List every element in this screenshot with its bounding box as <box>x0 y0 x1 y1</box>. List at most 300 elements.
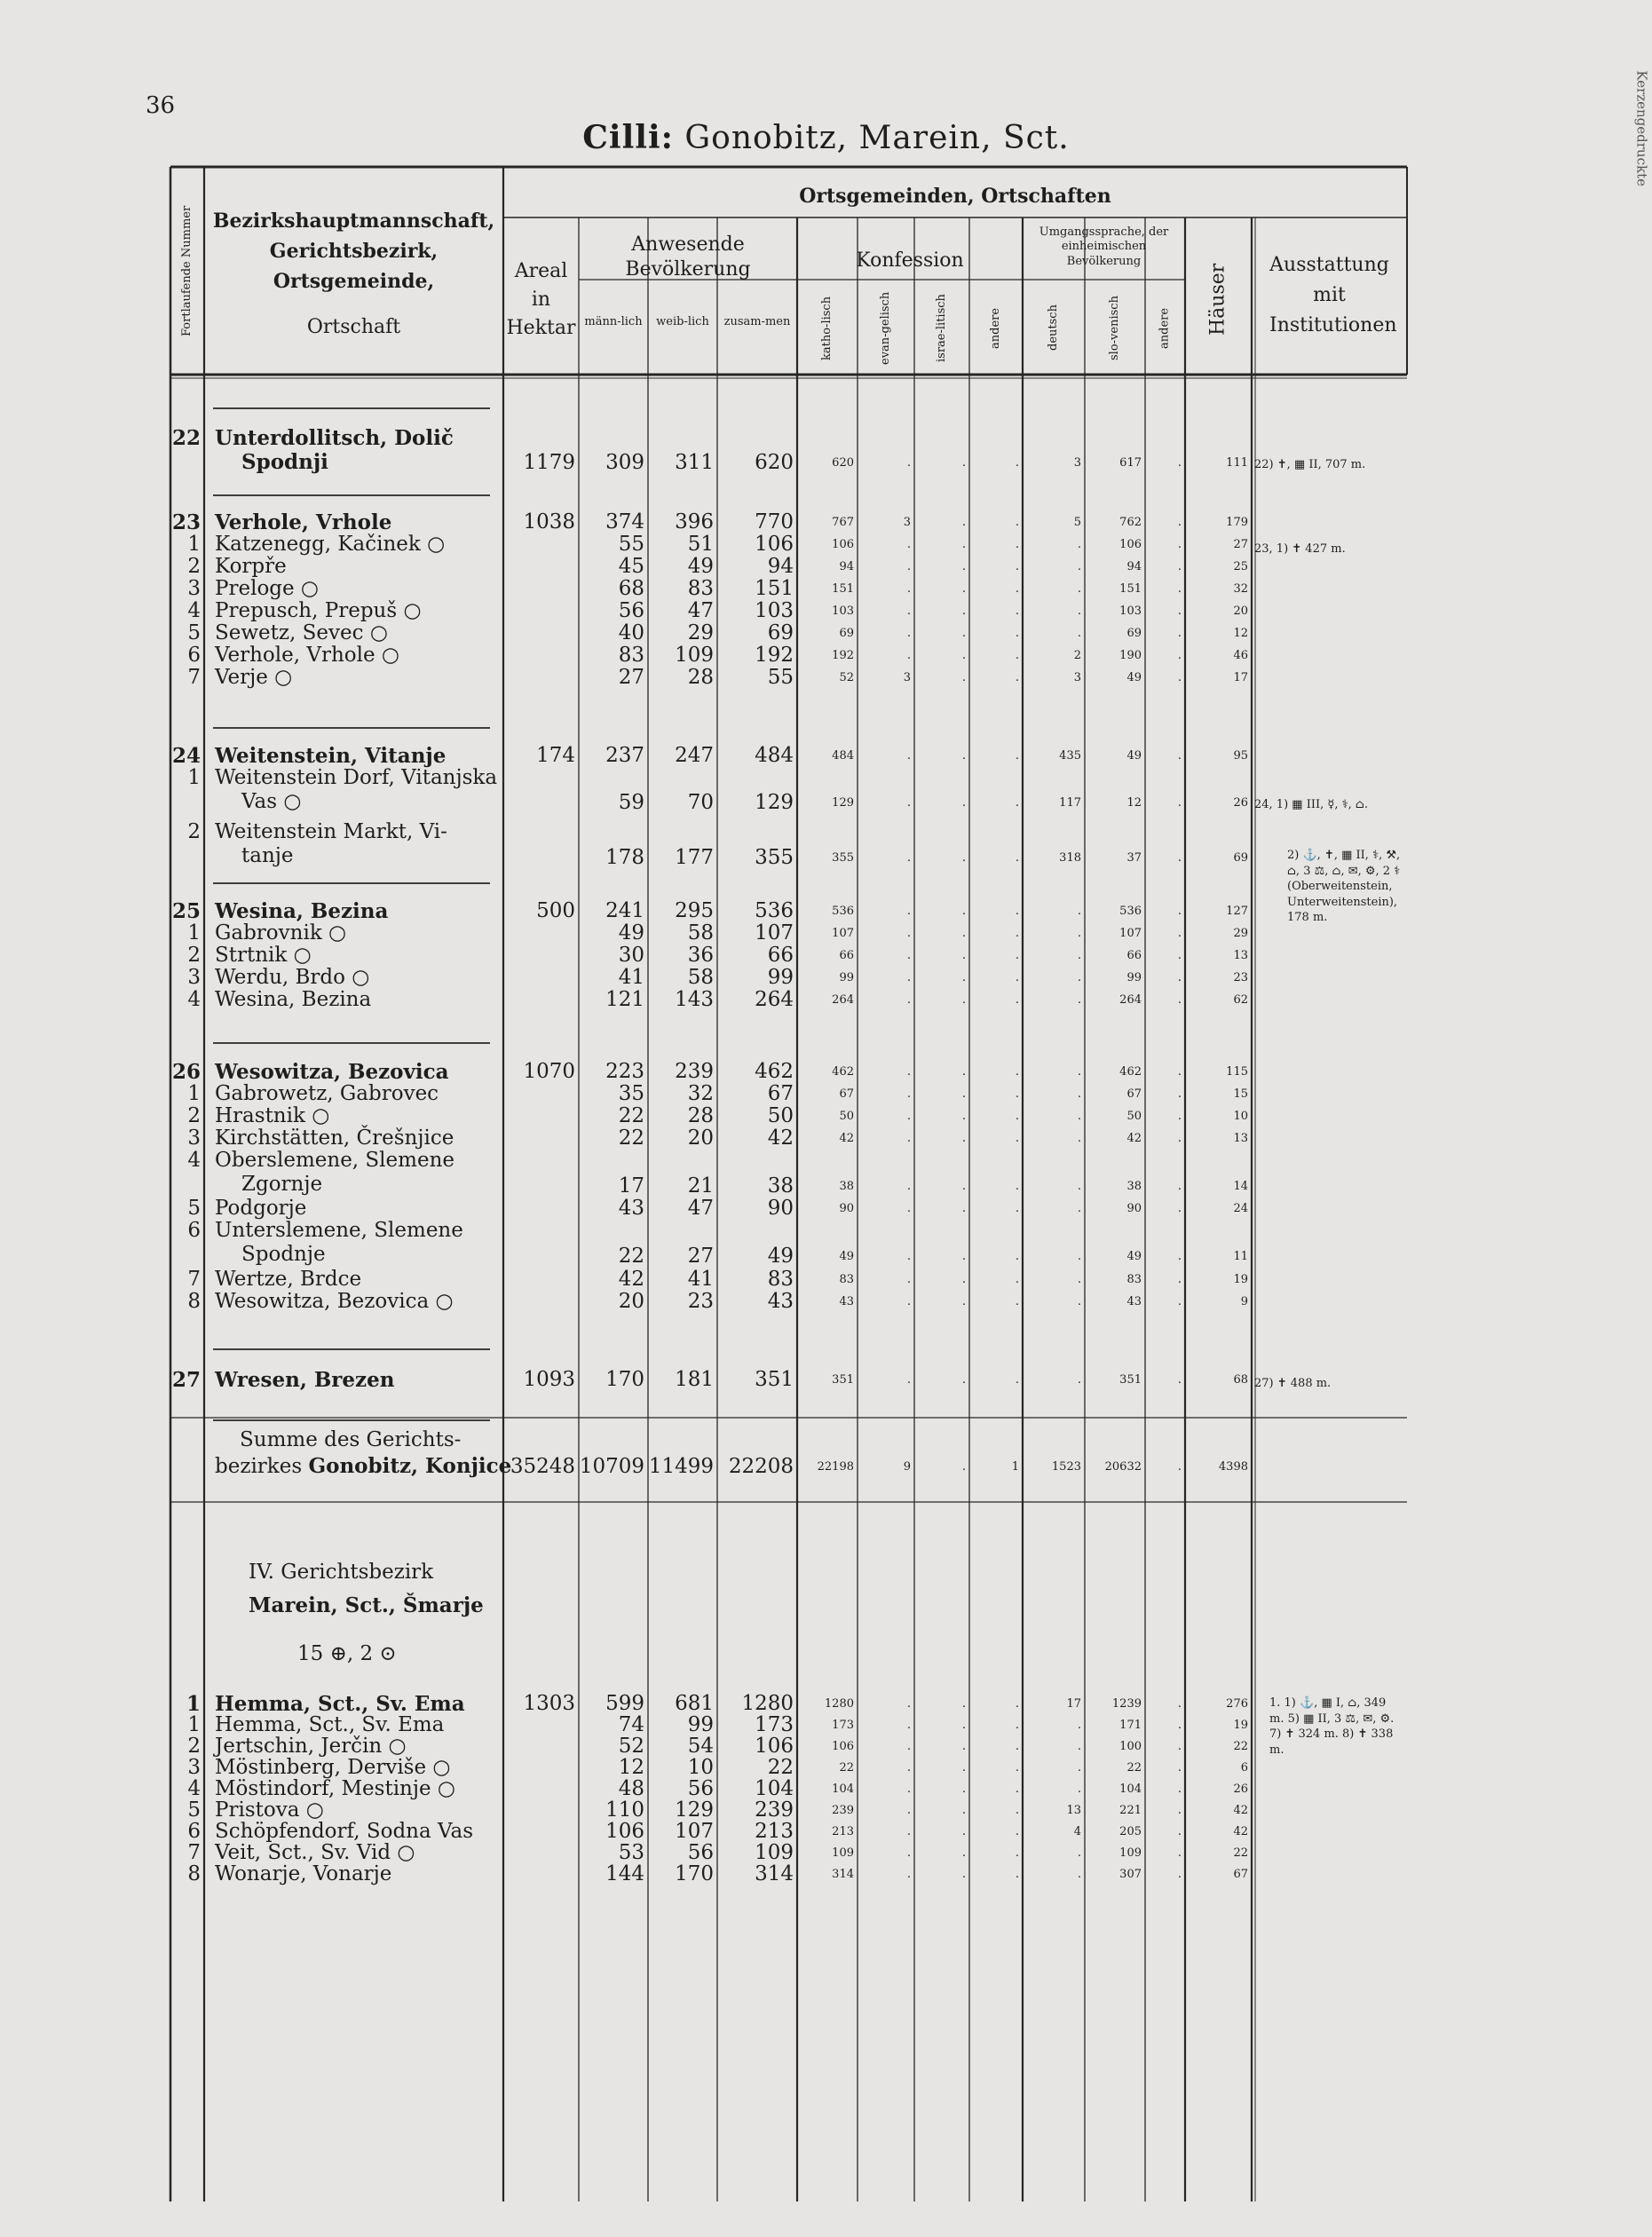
cell-total: 90 <box>767 1197 794 1220</box>
row-number: 25 <box>171 899 201 923</box>
row-number: 6 <box>187 1219 201 1242</box>
row-number: 5 <box>187 1197 201 1220</box>
cell-catholic: 129 <box>832 796 854 810</box>
cell-male: 41 <box>618 966 644 989</box>
cell-protestant: 3 <box>903 671 911 684</box>
cell-total: 484 <box>755 744 794 767</box>
cell-female: 49 <box>687 555 714 578</box>
cell-german: . <box>1077 1740 1081 1753</box>
cell-israelite: . <box>961 1132 966 1145</box>
cell-total: 106 <box>755 1735 794 1758</box>
cell-german: . <box>1077 1087 1081 1101</box>
cell-catholic: 42 <box>839 1132 854 1145</box>
row-number: 22 <box>171 426 201 450</box>
cell-female: 36 <box>687 944 714 967</box>
cell-male: 241 <box>605 899 644 922</box>
locality-name: Jertschin, Jerčin ○ <box>215 1735 407 1758</box>
cell-houses: 69 <box>1233 851 1248 865</box>
cell-catholic: 49 <box>839 1250 854 1263</box>
cell-slovene: 307 <box>1119 1868 1142 1881</box>
locality-name-cont: Spodnje <box>241 1243 326 1266</box>
page-number: 36 <box>146 92 176 119</box>
locality-name: Wesowitza, Bezovica ○ <box>215 1290 454 1313</box>
cell-total: 42 <box>767 1126 794 1150</box>
cell-german: . <box>1077 1846 1081 1860</box>
locality-name: Strtnik ○ <box>215 944 312 967</box>
cell-total: 151 <box>755 577 794 600</box>
row-number: 5 <box>187 1798 201 1822</box>
cell-houses: 19 <box>1233 1719 1248 1732</box>
header-district: Bezirkshauptmannschaft, Gerichtsbezirk, Ortsgemeinde, <box>212 209 495 294</box>
cell-slovene: 49 <box>1126 749 1142 763</box>
cell-other-lang: . <box>1177 1273 1182 1286</box>
cell-protestant: . <box>906 1740 911 1753</box>
cell-areal: 1093 <box>523 1368 575 1391</box>
cell-other-lang: . <box>1177 538 1182 551</box>
cell-protestant: . <box>906 1373 911 1387</box>
cell-german: . <box>1077 605 1081 618</box>
cell-german: . <box>1077 1373 1081 1387</box>
cell-catholic: 536 <box>832 905 854 918</box>
header-locality: Ortschaft <box>306 316 401 338</box>
sum-slovene: 20632 <box>1104 1460 1142 1474</box>
header-male: männ-lich <box>584 315 643 328</box>
cell-israelite: . <box>961 1087 966 1101</box>
row-number: 2 <box>187 555 201 578</box>
cell-catholic: 351 <box>832 1373 854 1387</box>
cell-male: 27 <box>618 666 644 689</box>
cell-total: 192 <box>755 644 794 667</box>
cell-other-conf: . <box>1015 516 1019 529</box>
cell-other-conf: . <box>1015 1719 1019 1732</box>
locality-name-cont: tanje <box>241 844 294 867</box>
cell-protestant: . <box>906 1202 911 1215</box>
cell-female: 129 <box>675 1798 714 1822</box>
row-number: 27 <box>171 1368 201 1392</box>
cell-female: 47 <box>687 599 714 622</box>
cell-houses: 27 <box>1233 538 1248 551</box>
cell-israelite: . <box>961 1804 966 1817</box>
cell-protestant: . <box>906 851 911 865</box>
row-number: 5 <box>187 621 201 644</box>
cell-other-lang: . <box>1177 1697 1182 1711</box>
cell-catholic: 264 <box>832 993 854 1007</box>
cell-other-lang: . <box>1177 1846 1182 1860</box>
cell-areal: 500 <box>536 899 575 922</box>
cell-german: 3 <box>1073 456 1081 470</box>
cell-slovene: 536 <box>1119 905 1142 918</box>
cell-houses: 26 <box>1233 796 1248 810</box>
cell-slovene: 37 <box>1126 851 1142 865</box>
cell-other-lang: . <box>1177 456 1182 470</box>
locality-name: Wertze, Brdce <box>215 1268 362 1291</box>
locality-name: Pristova ○ <box>215 1798 324 1822</box>
cell-other-lang: . <box>1177 1868 1182 1881</box>
locality-name: Gabrovnik ○ <box>215 921 347 945</box>
cell-male: 12 <box>618 1756 644 1779</box>
cell-israelite: . <box>961 1180 966 1193</box>
cell-israelite: . <box>961 605 966 618</box>
cell-catholic: 107 <box>832 927 854 940</box>
cell-houses: 17 <box>1233 671 1248 684</box>
cell-total: 22 <box>767 1756 794 1779</box>
cell-other-conf: . <box>1015 796 1019 810</box>
cell-female: 396 <box>675 510 714 534</box>
cell-catholic: 66 <box>839 949 854 962</box>
cell-other-conf: . <box>1015 1373 1019 1387</box>
cell-israelite: . <box>961 1273 966 1286</box>
cell-other-conf: . <box>1015 905 1019 918</box>
section-title: IV. Gerichtsbezirk <box>249 1561 434 1584</box>
cell-houses: 22 <box>1233 1846 1248 1860</box>
cell-german: . <box>1077 1065 1081 1079</box>
cell-female: 170 <box>675 1862 714 1885</box>
cell-houses: 23 <box>1233 971 1248 984</box>
cell-total: 173 <box>755 1713 794 1736</box>
cell-male: 53 <box>618 1841 644 1864</box>
row-number: 1 <box>187 921 201 945</box>
cell-other-lang: . <box>1177 993 1182 1007</box>
sum-label-district: Gonobitz, Konjice <box>308 1454 512 1478</box>
cell-other-conf: . <box>1015 1202 1019 1215</box>
header-israelite: israe-litisch <box>934 294 948 362</box>
cell-female: 83 <box>687 577 714 600</box>
cell-female: 10 <box>687 1756 714 1779</box>
locality-name: Verhole, Vrhole <box>215 510 392 534</box>
row-number: 6 <box>187 1820 201 1843</box>
cell-german: . <box>1077 993 1081 1007</box>
cell-israelite: . <box>961 1740 966 1753</box>
row-number: 1 <box>187 533 201 556</box>
cell-female: 28 <box>687 666 714 689</box>
cell-protestant: . <box>906 971 911 984</box>
cell-other-conf: . <box>1015 927 1019 940</box>
cell-other-conf: . <box>1015 1697 1019 1711</box>
cell-german: . <box>1077 1868 1081 1881</box>
cell-slovene: 100 <box>1119 1740 1142 1753</box>
cell-german: . <box>1077 1202 1081 1215</box>
cell-female: 56 <box>687 1841 714 1864</box>
cell-other-conf: . <box>1015 1065 1019 1079</box>
cell-catholic: 67 <box>839 1087 854 1101</box>
cell-other-conf: . <box>1015 1740 1019 1753</box>
locality-name: Weitenstein Markt, Vi- <box>215 820 447 843</box>
cell-german: . <box>1077 905 1081 918</box>
cell-total: 69 <box>767 621 794 644</box>
cell-houses: 12 <box>1233 627 1248 640</box>
locality-name: Möstinberg, Derviše ○ <box>215 1756 451 1779</box>
cell-total: 55 <box>767 666 794 689</box>
cell-female: 70 <box>687 791 714 814</box>
cell-israelite: . <box>961 971 966 984</box>
cell-other-conf: . <box>1015 1846 1019 1860</box>
cell-protestant: . <box>906 1065 911 1079</box>
cell-slovene: 43 <box>1126 1295 1142 1308</box>
cell-other-lang: . <box>1177 516 1182 529</box>
cell-slovene: 67 <box>1126 1087 1142 1101</box>
cell-male: 121 <box>605 988 644 1011</box>
cell-slovene: 264 <box>1119 993 1142 1007</box>
cell-german: 4 <box>1073 1825 1081 1838</box>
row-number: 6 <box>187 644 201 667</box>
cell-houses: 13 <box>1233 949 1248 962</box>
cell-german: 435 <box>1059 749 1081 763</box>
cell-total: 620 <box>755 451 794 474</box>
row-number: 8 <box>187 1862 201 1885</box>
row-number: 23 <box>171 510 201 534</box>
cell-other-conf: . <box>1015 1273 1019 1286</box>
cell-female: 41 <box>687 1268 714 1291</box>
cell-other-lang: . <box>1177 1180 1182 1193</box>
row-number: 3 <box>187 1126 201 1150</box>
cell-male: 59 <box>618 791 644 814</box>
cell-female: 107 <box>675 1820 714 1843</box>
cell-german: . <box>1077 1719 1081 1732</box>
cell-catholic: 69 <box>839 627 854 640</box>
row-number: 8 <box>187 1290 201 1313</box>
cell-israelite: . <box>961 905 966 918</box>
cell-catholic: 38 <box>839 1180 854 1193</box>
header-total: zusam-men <box>723 315 791 328</box>
cell-slovene: 94 <box>1126 560 1142 573</box>
cell-catholic: 106 <box>832 1740 854 1753</box>
cell-male: 22 <box>618 1245 644 1268</box>
cell-female: 47 <box>687 1197 714 1220</box>
facilities-note: 1. 1) ⚓, ▦ I, ⌂, 349 m. 5) ▦ II, 3 ⚖, ✉, ⚙. 7) ✝ 324 m. 8) ✝ 338 m. <box>1269 1696 1395 1757</box>
cell-catholic: 314 <box>832 1868 854 1881</box>
cell-catholic: 90 <box>839 1202 854 1215</box>
cell-other-lang: . <box>1177 749 1182 763</box>
cell-catholic: 767 <box>832 516 854 529</box>
cell-catholic: 355 <box>832 851 854 865</box>
cell-female: 177 <box>675 846 714 869</box>
cell-total: 314 <box>755 1862 794 1885</box>
header-population: Anwesende Bevölkerung <box>625 233 751 281</box>
cell-houses: 46 <box>1233 649 1248 662</box>
row-number: 1 <box>187 1082 201 1105</box>
cell-israelite: . <box>961 1719 966 1732</box>
title-bold: Cilli: <box>582 119 674 156</box>
cell-other-lang: . <box>1177 1782 1182 1796</box>
cell-other-conf: . <box>1015 456 1019 470</box>
cell-other-conf: . <box>1015 1250 1019 1263</box>
sum-catholic: 22198 <box>817 1460 854 1474</box>
header-catholic: katho-lisch <box>819 296 834 360</box>
cell-other-conf: . <box>1015 1295 1019 1308</box>
cell-german: 117 <box>1059 796 1081 810</box>
cell-slovene: 617 <box>1119 456 1142 470</box>
row-number: 26 <box>171 1060 201 1084</box>
cell-other-lang: . <box>1177 1087 1182 1101</box>
cell-male: 56 <box>618 599 644 622</box>
locality-name: Weitenstein Dorf, Vitanjska <box>215 766 498 789</box>
cell-other-lang: . <box>1177 1825 1182 1838</box>
sum-areal: 35248 <box>510 1455 575 1478</box>
cell-protestant: . <box>906 993 911 1007</box>
cell-other-lang: . <box>1177 1761 1182 1775</box>
cell-total: 104 <box>755 1777 794 1800</box>
header-municipalities: Ortsgemeinden, Ortschaften <box>799 185 1111 208</box>
cell-male: 35 <box>618 1082 644 1105</box>
cell-protestant: . <box>906 1180 911 1193</box>
cell-slovene: 99 <box>1126 971 1142 984</box>
locality-name: Werdu, Brdo ○ <box>215 966 370 989</box>
cell-protestant: . <box>906 456 911 470</box>
cell-total: 213 <box>755 1820 794 1843</box>
cell-male: 106 <box>605 1820 644 1843</box>
cell-slovene: 66 <box>1126 949 1142 962</box>
cell-protestant: 3 <box>903 516 911 529</box>
cell-israelite: . <box>961 1373 966 1387</box>
locality-name: Verhole, Vrhole ○ <box>215 644 399 667</box>
cell-slovene: 12 <box>1126 796 1142 810</box>
cell-protestant: . <box>906 1697 911 1711</box>
cell-israelite: . <box>961 1825 966 1838</box>
cell-female: 99 <box>687 1713 714 1736</box>
locality-name: Unterdollitsch, Dolič <box>215 426 454 450</box>
cell-other-lang: . <box>1177 1250 1182 1263</box>
locality-name: Wonarje, Vonarje <box>215 1862 392 1885</box>
cell-german: . <box>1077 1250 1081 1263</box>
cell-german: . <box>1077 949 1081 962</box>
cell-male: 83 <box>618 644 644 667</box>
cell-houses: 15 <box>1233 1087 1248 1101</box>
cell-male: 40 <box>618 621 644 644</box>
sum-label-prefix: bezirkes <box>215 1455 309 1478</box>
cell-other-conf: . <box>1015 749 1019 763</box>
locality-name-cont: Spodnji <box>241 450 328 474</box>
locality-name: Oberslemene, Slemene <box>215 1149 454 1172</box>
cell-protestant: . <box>906 605 911 618</box>
cell-male: 170 <box>605 1368 644 1391</box>
cell-israelite: . <box>961 516 966 529</box>
cell-protestant: . <box>906 1250 911 1263</box>
row-number: 3 <box>187 966 201 989</box>
cell-total: 129 <box>755 791 794 814</box>
cell-israelite: . <box>961 1782 966 1796</box>
cell-slovene: 83 <box>1126 1273 1142 1286</box>
cell-houses: 22 <box>1233 1740 1248 1753</box>
cell-protestant: . <box>906 1825 911 1838</box>
cell-catholic: 151 <box>832 582 854 596</box>
cell-protestant: . <box>906 1719 911 1732</box>
cell-other-conf: . <box>1015 671 1019 684</box>
cell-total: 351 <box>755 1368 794 1391</box>
section-district: Marein, Sct., Šmarje <box>249 1593 484 1617</box>
sum-german: 1523 <box>1051 1460 1081 1474</box>
cell-other-lang: . <box>1177 1804 1182 1817</box>
row-number: 3 <box>187 1756 201 1779</box>
cell-male: 237 <box>605 744 644 767</box>
cell-protestant: . <box>906 905 911 918</box>
cell-other-conf: . <box>1015 1087 1019 1101</box>
cell-male: 599 <box>605 1692 644 1715</box>
cell-female: 32 <box>687 1082 714 1105</box>
header-language: Umgangssprache, der einheimischen Bevölkerung <box>1039 225 1169 268</box>
row-number: 7 <box>187 666 201 689</box>
cell-female: 58 <box>687 921 714 945</box>
row-number: 4 <box>187 1149 201 1172</box>
cell-female: 51 <box>687 533 714 556</box>
cell-other-lang: . <box>1177 627 1182 640</box>
cell-other-lang: . <box>1177 905 1182 918</box>
cell-protestant: . <box>906 949 911 962</box>
cell-slovene: 49 <box>1126 1250 1142 1263</box>
cell-israelite: . <box>961 560 966 573</box>
locality-name: Wesowitza, Bezovica <box>215 1060 449 1084</box>
cell-slovene: 106 <box>1119 538 1142 551</box>
cell-catholic: 109 <box>832 1846 854 1860</box>
cell-total: 38 <box>767 1174 794 1198</box>
cell-slovene: 205 <box>1119 1825 1142 1838</box>
cell-female: 311 <box>675 451 714 474</box>
cell-other-lang: . <box>1177 1373 1182 1387</box>
cell-german: 318 <box>1059 851 1081 865</box>
section-counts: 15 ⊕, 2 ⊙ <box>297 1642 397 1665</box>
header-slovene: slo-venisch <box>1107 296 1121 360</box>
cell-houses: 25 <box>1233 560 1248 573</box>
cell-israelite: . <box>961 456 966 470</box>
cell-total: 43 <box>767 1290 794 1313</box>
cell-slovene: 190 <box>1119 649 1142 662</box>
cell-female: 56 <box>687 1777 714 1800</box>
cell-houses: 127 <box>1226 905 1248 918</box>
cell-protestant: . <box>906 560 911 573</box>
locality-name: Wesina, Bezina <box>215 988 372 1011</box>
cell-total: 109 <box>755 1841 794 1864</box>
header-confession: Konfession <box>856 249 964 272</box>
cell-protestant: . <box>906 1273 911 1286</box>
cell-male: 74 <box>618 1713 644 1736</box>
cell-houses: 6 <box>1240 1761 1248 1775</box>
cell-other-lang: . <box>1177 971 1182 984</box>
locality-name: Möstindorf, Mestinje ○ <box>215 1777 455 1800</box>
cell-male: 309 <box>605 451 644 474</box>
cell-catholic: 462 <box>832 1065 854 1079</box>
cell-total: 462 <box>755 1060 794 1083</box>
cell-houses: 68 <box>1233 1373 1248 1387</box>
cell-german: . <box>1077 1110 1081 1123</box>
row-number: 7 <box>187 1841 201 1864</box>
locality-name: Veit, Sct., Sv. Vid ○ <box>215 1841 415 1864</box>
cell-german: . <box>1077 627 1081 640</box>
locality-name-cont: Zgornje <box>241 1173 323 1196</box>
cell-female: 681 <box>675 1692 714 1715</box>
cell-german: . <box>1077 560 1081 573</box>
cell-protestant: . <box>906 627 911 640</box>
cell-total: 106 <box>755 533 794 556</box>
sum-male: 10709 <box>579 1455 644 1478</box>
cell-catholic: 192 <box>832 649 854 662</box>
cell-other-conf: . <box>1015 1868 1019 1881</box>
cell-catholic: 99 <box>839 971 854 984</box>
cell-german: 5 <box>1073 516 1081 529</box>
cell-catholic: 103 <box>832 605 854 618</box>
cell-other-conf: . <box>1015 605 1019 618</box>
cell-female: 181 <box>675 1368 714 1391</box>
cell-protestant: . <box>906 1087 911 1101</box>
cell-german: 2 <box>1073 649 1081 662</box>
cell-female: 247 <box>675 744 714 767</box>
cell-israelite: . <box>961 1846 966 1860</box>
cell-israelite: . <box>961 1868 966 1881</box>
cell-german: . <box>1077 927 1081 940</box>
cell-other-conf: . <box>1015 1110 1019 1123</box>
cell-other-conf: . <box>1015 1132 1019 1145</box>
cell-german: . <box>1077 1180 1081 1193</box>
cell-slovene: 103 <box>1119 605 1142 618</box>
cell-total: 66 <box>767 944 794 967</box>
